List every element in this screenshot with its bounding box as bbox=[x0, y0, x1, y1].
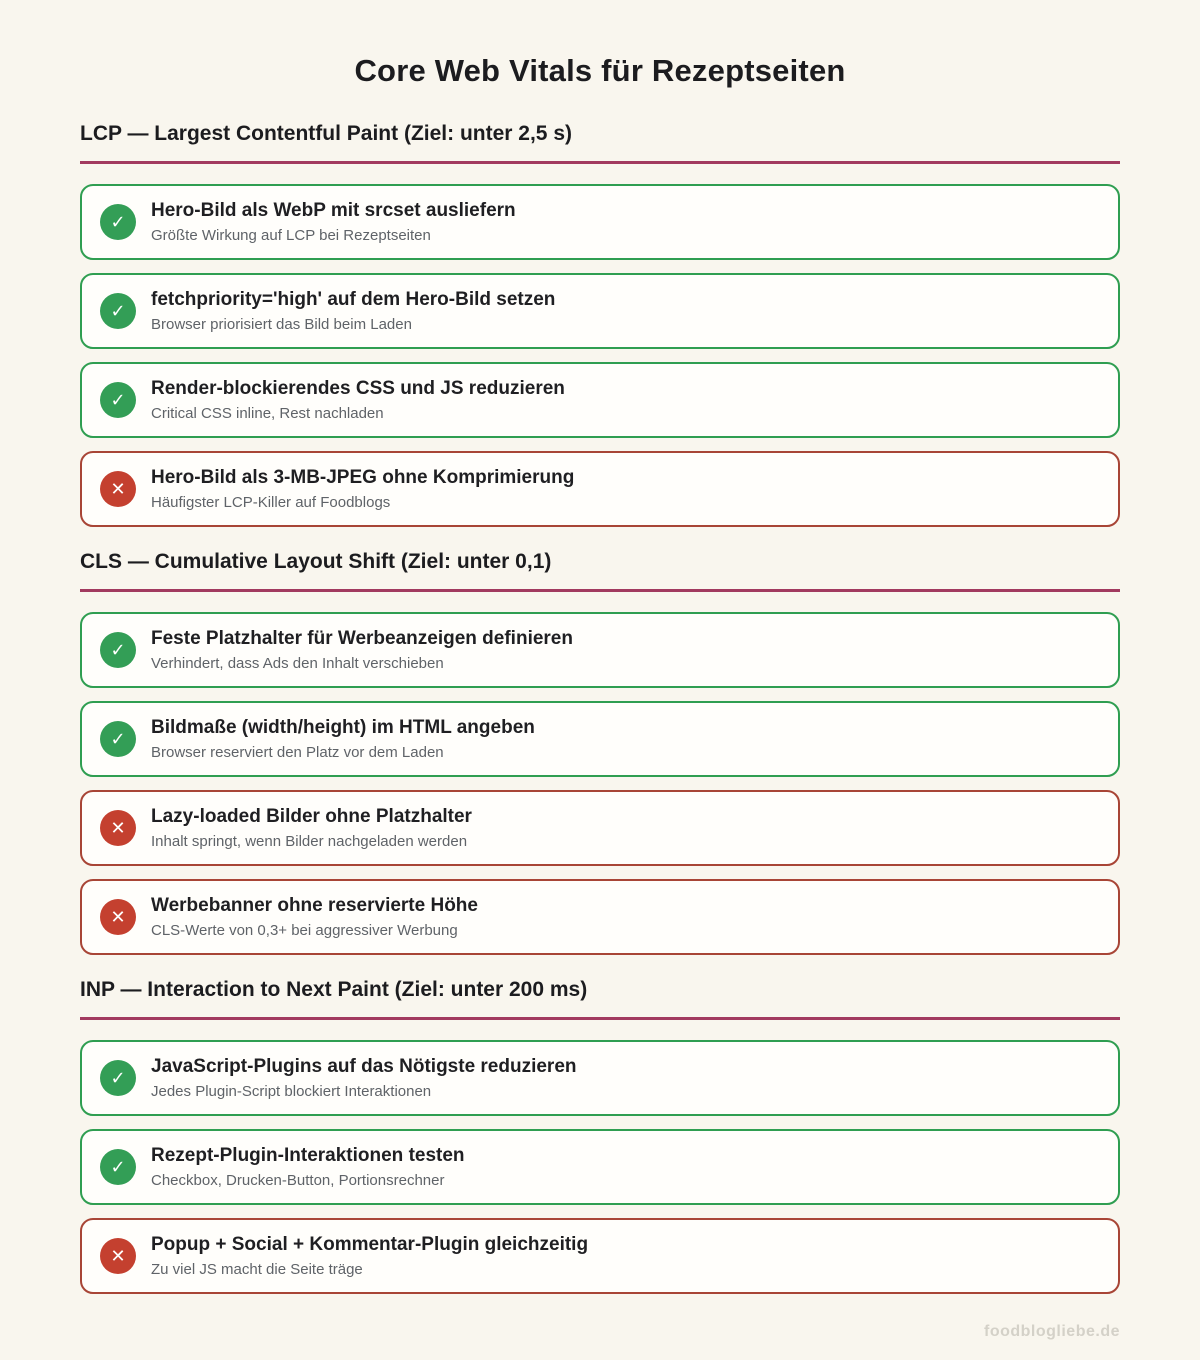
check-icon bbox=[100, 1060, 136, 1096]
checklist-item-title: Popup + Social + Kommentar-Plugin gleichzeitig bbox=[151, 1234, 589, 1255]
section-lcp-heading: LCP — Largest Contentful Paint (Ziel: unter 2,5 s) bbox=[80, 99, 1120, 164]
checklist-item-title: Hero-Bild als 3-MB-JPEG ohne Komprimierung bbox=[151, 467, 575, 488]
checklist-item bbox=[80, 1040, 1120, 1116]
checklist-item-subtitle: Critical CSS inline, Rest nachladen bbox=[151, 405, 384, 422]
checklist-item-title: Render-blockierendes CSS und JS reduzieren bbox=[151, 378, 565, 399]
check-glyph: ✓ bbox=[110, 301, 126, 321]
check-icon bbox=[100, 382, 136, 418]
checklist-item-text bbox=[151, 377, 1098, 423]
check-icon bbox=[100, 632, 136, 668]
checklist-item-subtitle: Checkbox, Drucken-Button, Portionsrechner bbox=[151, 1172, 445, 1189]
check-icon bbox=[100, 204, 136, 240]
checklist-item bbox=[80, 879, 1120, 955]
checklist-item bbox=[80, 273, 1120, 349]
x-icon bbox=[100, 1238, 136, 1274]
x-glyph: ✕ bbox=[110, 479, 126, 499]
checklist-item bbox=[80, 612, 1120, 688]
checklist-item bbox=[80, 701, 1120, 777]
x-icon bbox=[100, 899, 136, 935]
checklist-item bbox=[80, 451, 1120, 527]
checklist-item-subtitle: Verhindert, dass Ads den Inhalt verschieben bbox=[151, 655, 444, 672]
section-inp bbox=[80, 955, 1120, 1294]
checklist-item bbox=[80, 362, 1120, 438]
checklist-item-subtitle: Inhalt springt, wenn Bilder nachgeladen werden bbox=[151, 833, 468, 850]
checklist-item-text bbox=[151, 1055, 1098, 1101]
checklist-item bbox=[80, 184, 1120, 260]
check-glyph: ✓ bbox=[110, 1068, 126, 1088]
checklist-item-subtitle: Jedes Plugin-Script blockiert Interaktionen bbox=[151, 1083, 432, 1100]
check-glyph: ✓ bbox=[110, 729, 126, 749]
check-glyph: ✓ bbox=[110, 1157, 126, 1177]
section-inp-cards bbox=[80, 1020, 1120, 1294]
checklist-item-subtitle: Häufigster LCP-Killer auf Foodblogs bbox=[151, 494, 391, 511]
site-watermark: foodblogliebe.de bbox=[984, 1323, 1120, 1340]
check-glyph: ✓ bbox=[110, 640, 126, 660]
checklist-item-text bbox=[151, 716, 1098, 762]
checklist-item-text bbox=[151, 466, 1098, 512]
checklist-item-subtitle: Browser priorisiert das Bild beim Laden bbox=[151, 316, 412, 333]
check-icon bbox=[100, 721, 136, 757]
checklist-item-subtitle: Browser reserviert den Platz vor dem Laden bbox=[151, 744, 444, 761]
checklist-item-title: Feste Platzhalter für Werbeanzeigen definieren bbox=[151, 628, 573, 649]
section-lcp bbox=[80, 99, 1120, 527]
check-glyph: ✓ bbox=[110, 390, 126, 410]
check-icon bbox=[100, 1149, 136, 1185]
checklist-item bbox=[80, 1218, 1120, 1294]
checklist-item-subtitle: Größte Wirkung auf LCP bei Rezeptseiten bbox=[151, 227, 431, 244]
section-cls bbox=[80, 527, 1120, 955]
section-inp-heading: INP — Interaction to Next Paint (Ziel: unter 200 ms) bbox=[80, 955, 1120, 1020]
checklist-item-title: Lazy-loaded Bilder ohne Platzhalter bbox=[151, 806, 472, 827]
checklist-item-subtitle: CLS-Werte von 0,3+ bei aggressiver Werbung bbox=[151, 922, 458, 939]
checklist-item-text bbox=[151, 805, 1098, 851]
page-title: Core Web Vitals für Rezeptseiten bbox=[354, 53, 846, 88]
checklist-item-title: fetchpriority='high' auf dem Hero-Bild setzen bbox=[151, 289, 556, 310]
checklist-item-text bbox=[151, 894, 1098, 940]
check-icon bbox=[100, 293, 136, 329]
x-glyph: ✕ bbox=[110, 907, 126, 927]
section-cls-cards bbox=[80, 592, 1120, 955]
checklist-item-title: Rezept-Plugin-Interaktionen testen bbox=[151, 1145, 465, 1166]
section-cls-heading: CLS — Cumulative Layout Shift (Ziel: unter 0,1) bbox=[80, 527, 1120, 592]
checklist-item-title: Werbebanner ohne reservierte Höhe bbox=[151, 895, 478, 916]
checklist-item-text bbox=[151, 627, 1098, 673]
checklist-item-title: JavaScript-Plugins auf das Nötigste reduzieren bbox=[151, 1056, 577, 1077]
x-glyph: ✕ bbox=[110, 818, 126, 838]
checklist-item-text bbox=[151, 288, 1098, 334]
checklist-item-text bbox=[151, 199, 1098, 245]
checklist-item-title: Bildmaße (width/height) im HTML angeben bbox=[151, 717, 535, 738]
checklist-item bbox=[80, 1129, 1120, 1205]
checklist-item-text bbox=[151, 1144, 1098, 1190]
checklist-item-text bbox=[151, 1233, 1098, 1279]
x-icon bbox=[100, 810, 136, 846]
checklist-item-subtitle: Zu viel JS macht die Seite träge bbox=[151, 1261, 363, 1278]
check-glyph: ✓ bbox=[110, 212, 126, 232]
x-glyph: ✕ bbox=[110, 1246, 126, 1266]
checklist-item-title: Hero-Bild als WebP mit srcset ausliefern bbox=[151, 200, 516, 221]
x-icon bbox=[100, 471, 136, 507]
checklist-item bbox=[80, 790, 1120, 866]
section-lcp-cards bbox=[80, 164, 1120, 527]
